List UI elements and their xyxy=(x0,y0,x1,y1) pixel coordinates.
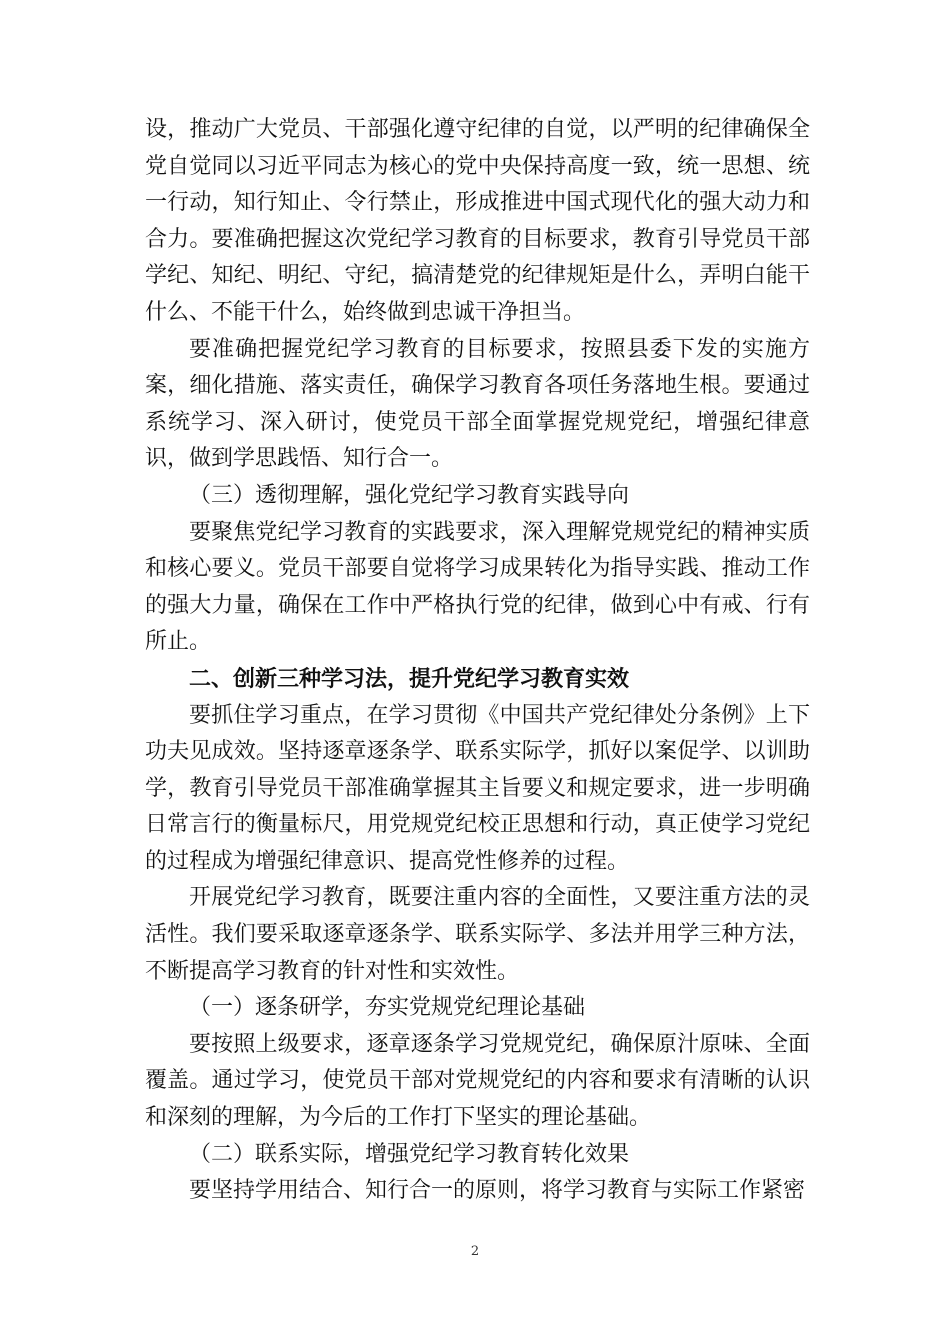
subheading: （二）联系实际，增强党纪学习教育转化效果 xyxy=(189,1141,630,1167)
paragraph: 要坚持学用结合、知行合一的原则，将学习教育与实际工作紧密 xyxy=(189,1178,806,1204)
paragraph: 开展党纪学习教育，既要注重内容的全面性，又要注重方法的灵活性。我们要采取逐章逐条学、联系实际学、多法并用学三种方法，不断提高学习教育的针对性和实效性。 xyxy=(145,885,810,984)
subheading: （三）透彻理解，强化党纪学习教育实践导向 xyxy=(189,482,630,508)
paragraph: 要准确把握党纪学习教育的目标要求，按照县委下发的实施方案，细化措施、落实责任，确保学习教育各项任务落地生根。要通过系统学习、深入研讨，使党员干部全面掌握党规党纪，增强纪律意识，做到学思践悟、知行合一。 xyxy=(145,336,810,472)
paragraph: 要按照上级要求，逐章逐条学习党规党纪，确保原汁原味、全面覆盖。通过学习，使党员干部对党规党纪的内容和要求有清晰的认识和深刻的理解，为今后的工作打下坚实的理论基础。 xyxy=(145,1031,810,1131)
document-body xyxy=(145,112,810,1210)
section-heading: 二、创新三种学习法，提升党纪学习教育实效 xyxy=(189,665,630,692)
paragraph: 要聚焦党纪学习教育的实践要求，深入理解党规党纪的精神实质和核心要义。党员干部要自觉将学习成果转化为指导实践、推动工作的强大力量，确保在工作中严格执行党的纪律，做到心中有戒、行有所止。 xyxy=(145,519,810,655)
page-number: 2 xyxy=(470,1244,480,1259)
paragraph-continuation: 设，推动广大党员、干部强化遵守纪律的自觉，以严明的纪律确保全党自觉同以习近平同志为核心的党中央保持高度一致，统一思想、统一行动，知行知止、令行禁止，形成推进中国式现代化的强大动力和合力。要准确把握这次党纪学习教育的目标要求，教育引导党员干部学纪、知纪、明纪、守纪，搞清楚党的纪律规矩是什么，弄明白能干什么、不能干什么，始终做到忠诚干净担当。 xyxy=(145,117,810,325)
subheading: （一）逐条研学，夯实党规党纪理论基础 xyxy=(189,995,586,1021)
paragraph: 要抓住学习重点，在学习贯彻《中国共产党纪律处分条例》上下功夫见成效。坚持逐章逐条学、联系实际学，抓好以案促学、以训助学，教育引导党员干部准确掌握其主旨要义和规定要求，进一步明确日常言行的衡量标尺，用党规党纪校正思想和行动，真正使学习党纪的过程成为增强纪律意识、提高党性修养的过程。 xyxy=(145,702,810,874)
